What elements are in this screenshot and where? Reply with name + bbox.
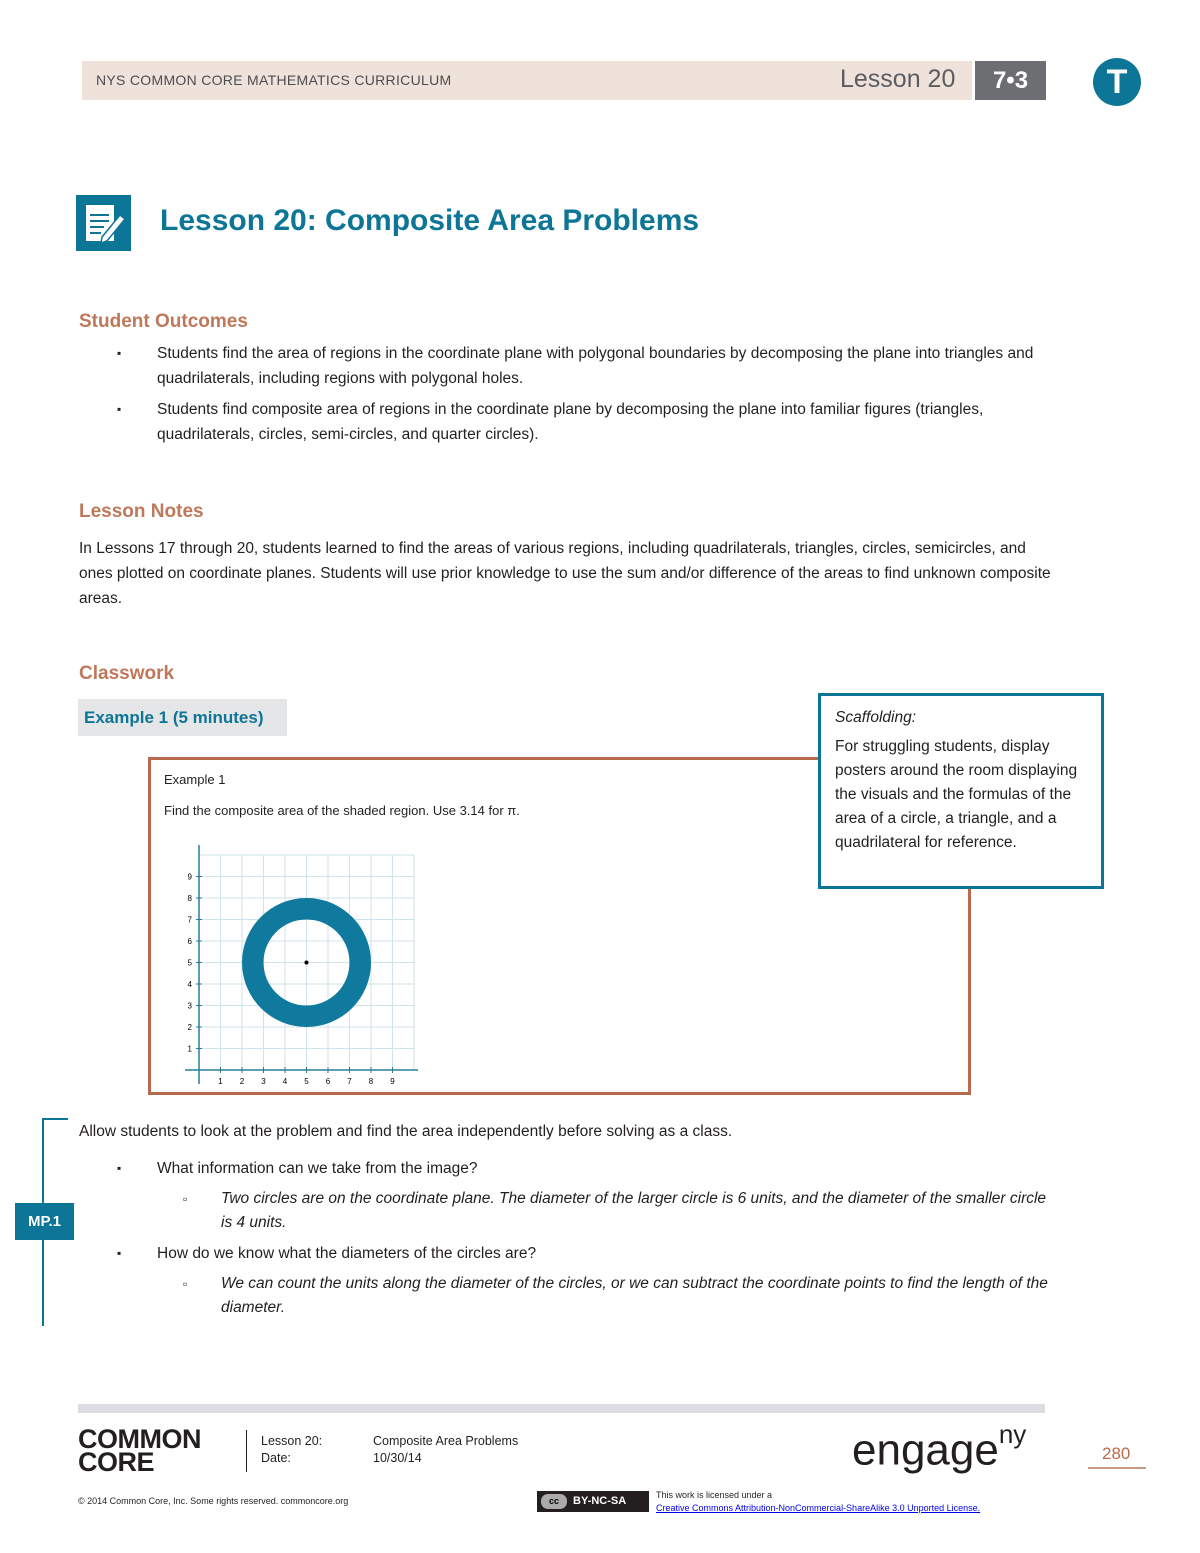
page-number-underline — [1088, 1467, 1146, 1469]
curriculum-title: NYS COMMON CORE MATHEMATICS CURRICULUM — [96, 72, 452, 88]
page-number: 280 — [1102, 1444, 1131, 1463]
outcome-item: ▪ Students find the area of regions in the coordinate plane with polygonal boundaries by decomposing the plane into triangles and quadrilaterals, including regions with polygonal holes. — [79, 341, 1059, 391]
discussion-list — [79, 1156, 1054, 1320]
classwork-heading: Classwork — [79, 663, 175, 684]
y-tick-label: 2 — [187, 1023, 192, 1032]
lesson-title: Lesson 20: Composite Area Problems — [160, 204, 700, 237]
y-tick-label: 8 — [187, 894, 192, 903]
y-tick-label: 5 — [187, 958, 192, 968]
footer-labels — [261, 1433, 322, 1467]
license-text — [656, 1489, 980, 1515]
lesson-notes-text: In Lessons 17 through 20, students learned to find the areas of various regions, including quadrilaterals, triangles, circles, semicircles, and ones plotted on coordinate planes. Students will use prior knowledge to use the sum and/or difference of the areas to find unknown composite areas. — [79, 540, 1051, 607]
footer-bar — [78, 1404, 1045, 1413]
cc-badge-text: BY-NC-SA — [573, 1495, 627, 1507]
scaffolding-title: Scaffolding: — [835, 709, 916, 726]
x-tick-label: 5 — [304, 1077, 309, 1086]
y-tick-label: 7 — [187, 915, 192, 925]
y-tick-label: 6 — [187, 937, 192, 946]
lesson-notes-heading: Lesson Notes — [79, 501, 204, 522]
cc-license-badge — [537, 1491, 649, 1512]
mp-badge: MP.1 — [15, 1203, 74, 1240]
x-tick-label: 8 — [368, 1077, 374, 1086]
footer-divider — [246, 1430, 247, 1472]
discussion-intro: Allow students to look at the problem and find the area independently before solving as a class. — [79, 1123, 733, 1140]
ny-text: ny — [998, 1419, 1027, 1449]
x-tick-label: 3 — [261, 1077, 266, 1086]
question-item: ▪ How do we know what the diameters of the circles are? — [79, 1241, 1054, 1266]
grade-module-badge: 7•3 — [975, 61, 1046, 100]
scaffolding-text: For struggling students, display posters around the room displaying the visuals and the formulas of the area of a circle, a triangle, and a quadrilateral for reference. — [835, 738, 1078, 851]
x-tick-label: 2 — [239, 1077, 245, 1086]
answer-item: ▫ We can count the units along the diameter of the circles, or we can subtract the coordinate points to find the length of the diameter. — [79, 1272, 1054, 1320]
question-item: ▪ What information can we take from the image? — [79, 1156, 1054, 1181]
lesson-label: Lesson 20: — [261, 1434, 323, 1448]
y-tick-label: 9 — [187, 872, 192, 882]
cc-icon: cc — [541, 1494, 567, 1509]
header-lesson: Lesson 20 — [840, 65, 956, 93]
footer-values — [373, 1433, 518, 1467]
student-outcomes-heading: Student Outcomes — [79, 311, 248, 332]
teacher-badge: T — [1093, 58, 1141, 106]
example-label: Example 1 (5 minutes) — [78, 699, 287, 736]
x-tick-label: 7 — [347, 1077, 352, 1086]
y-tick-label: 4 — [187, 980, 192, 989]
lesson-value: Composite Area Problems — [373, 1434, 519, 1448]
x-tick-label: 6 — [325, 1077, 331, 1086]
coordinate-plane-figure — [171, 840, 431, 1090]
y-tick-label: 3 — [187, 1001, 192, 1011]
answer-item: ▫ Two circles are on the coordinate plane. The diameter of the larger circle is 6 units, and the diameter of the smaller circle is 4 units. — [79, 1187, 1054, 1235]
copyright: © 2014 Common Core, Inc. Some rights reserved. commoncore.org — [78, 1496, 349, 1506]
example-prompt: Find the composite area of the shaded region. Use 3.14 for π. — [164, 803, 520, 818]
x-tick-label: 9 — [390, 1077, 395, 1086]
outcome-item: ▪ Students find composite area of regions in the coordinate plane by decomposing the plane into familiar figures (triangles, quadrilaterals, circles, semi-circles, and quarter circles). — [79, 397, 1059, 447]
center-point — [305, 961, 309, 965]
logo-line: CORE — [78, 1447, 155, 1477]
license-link[interactable]: Creative Commons Attribution-NonCommercial-ShareAlike 3.0 Unported License. — [656, 1503, 981, 1513]
y-tick-label: 1 — [187, 1044, 192, 1054]
x-tick-label: 4 — [282, 1077, 288, 1086]
license-intro: This work is licensed under a — [656, 1490, 773, 1500]
outcomes-list — [79, 341, 1059, 447]
logo-line: COMMON — [78, 1424, 201, 1454]
scaffolding-box — [818, 693, 1104, 889]
date-label: Date: — [261, 1451, 291, 1465]
example-title: Example 1 — [164, 772, 226, 787]
notepad-pencil-icon — [76, 195, 131, 251]
mp-bracket-tick — [42, 1118, 68, 1120]
engage-text: engage — [852, 1425, 999, 1475]
x-tick-label: 1 — [218, 1077, 223, 1086]
engageny-logo — [852, 1419, 1027, 1476]
common-core-logo — [78, 1424, 201, 1477]
date-value: 10/30/14 — [373, 1451, 422, 1465]
